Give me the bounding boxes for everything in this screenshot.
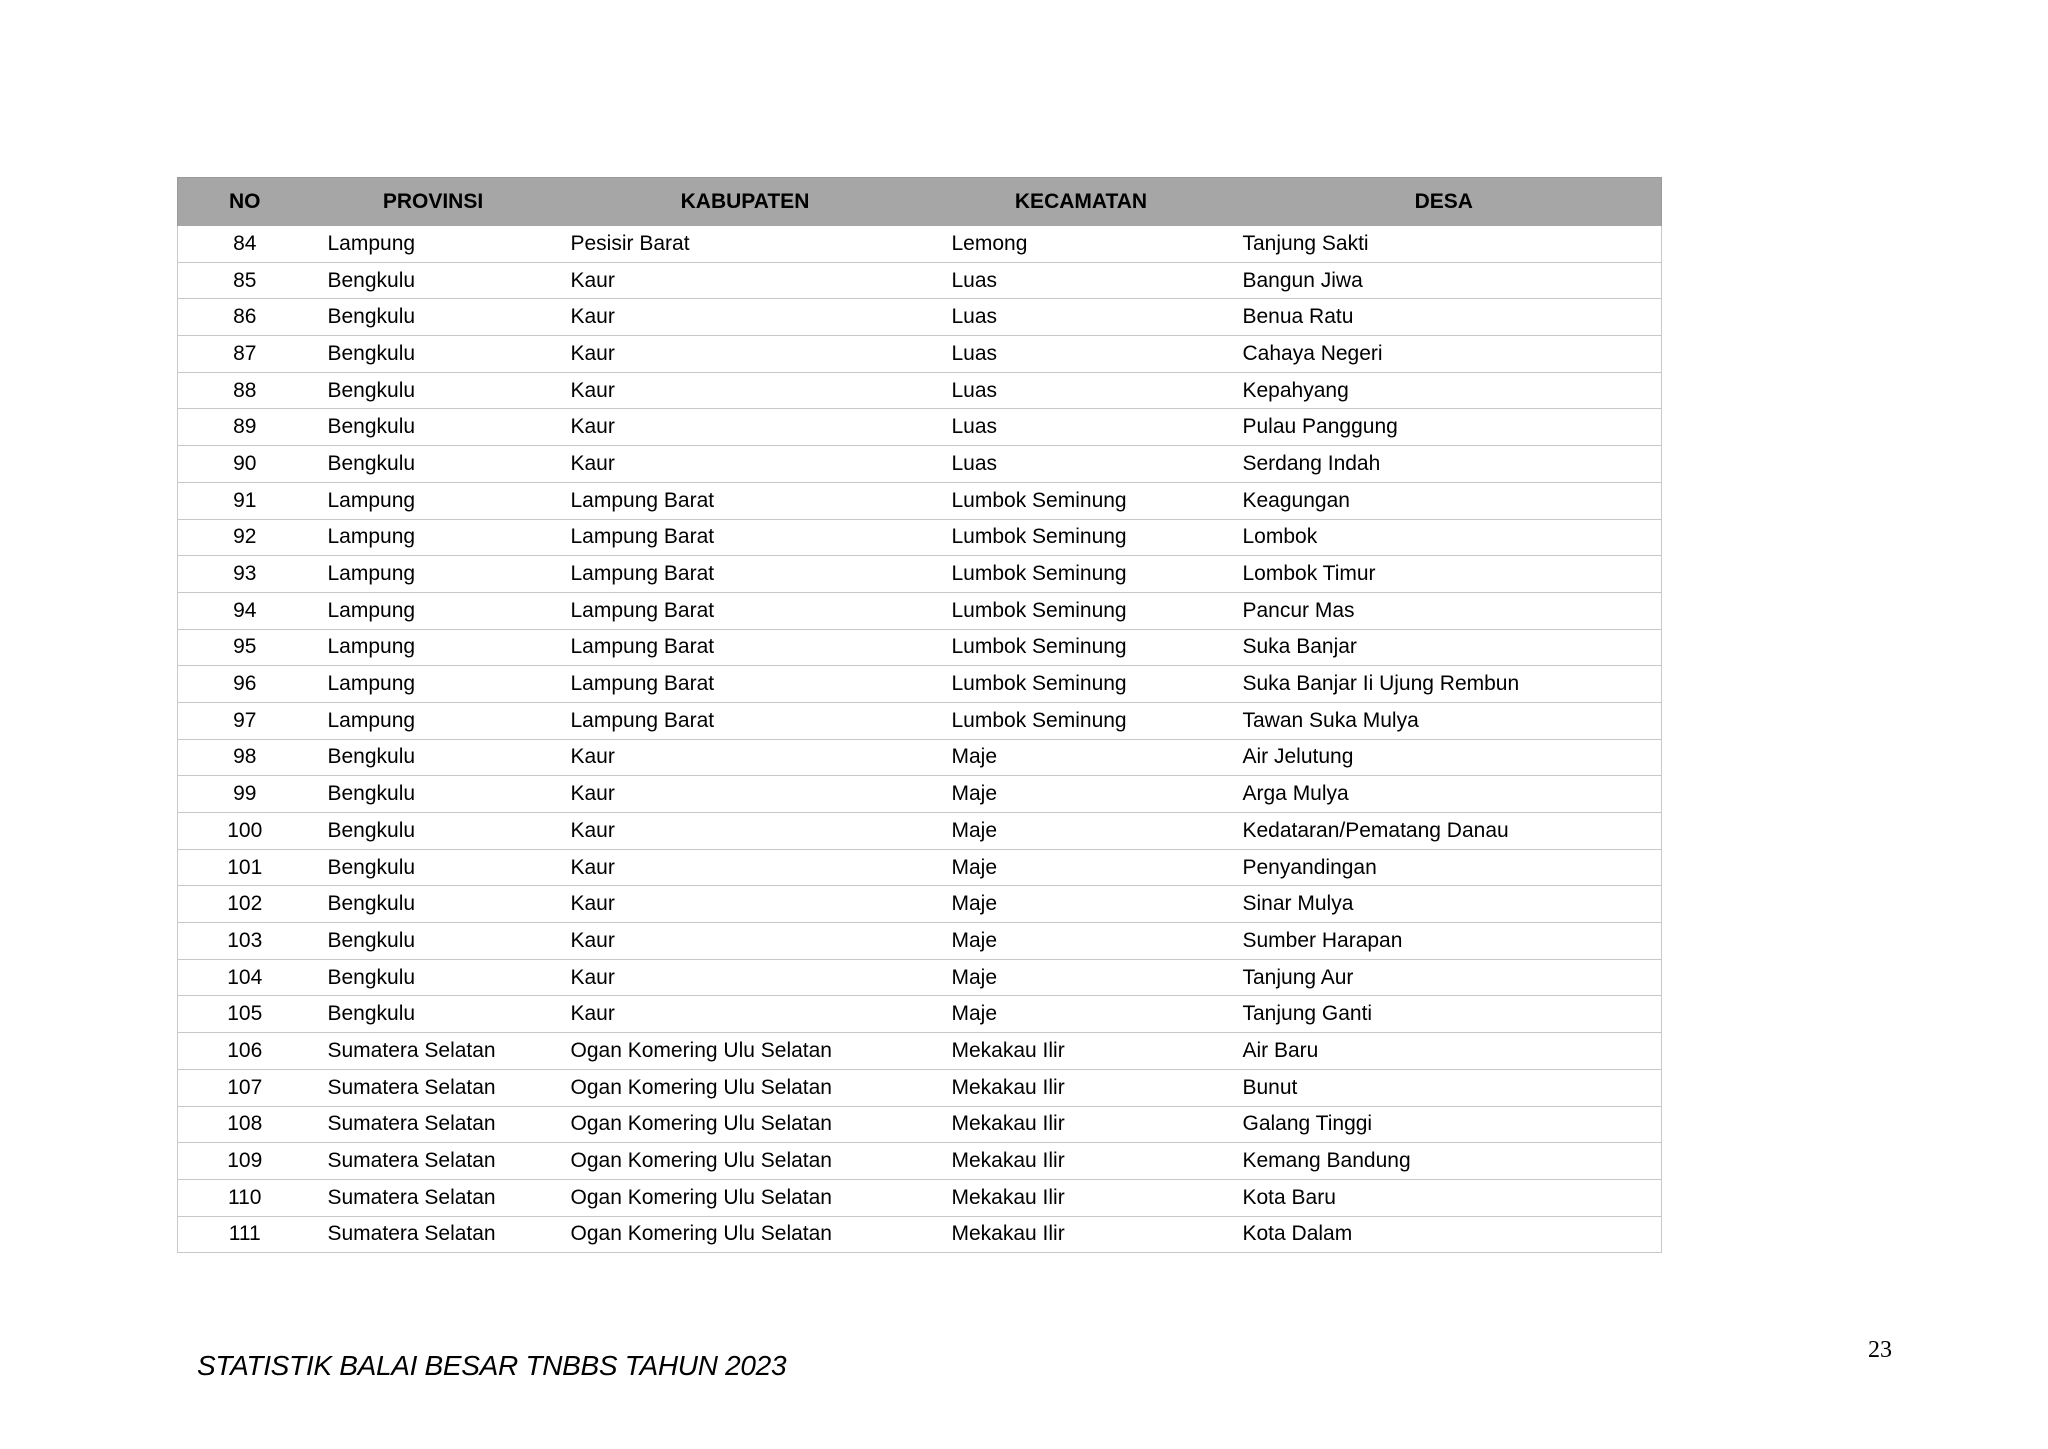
table-header xyxy=(178,178,1662,227)
cell-desa: Kota Baru xyxy=(1227,1179,1662,1216)
cell-kabupaten: Kaur xyxy=(555,776,936,813)
cell-desa: Penyandingan xyxy=(1227,849,1662,886)
cell-kecamatan: Lumbok Seminung xyxy=(936,519,1227,556)
table-row xyxy=(178,629,1662,666)
cell-provinsi: Bengkulu xyxy=(312,409,555,446)
cell-desa: Air Baru xyxy=(1227,1033,1662,1070)
cell-kecamatan: Luas xyxy=(936,262,1227,299)
cell-no: 99 xyxy=(178,776,312,813)
cell-kecamatan: Luas xyxy=(936,299,1227,336)
cell-provinsi: Bengkulu xyxy=(312,446,555,483)
cell-provinsi: Sumatera Selatan xyxy=(312,1106,555,1143)
cell-desa: Pancur Mas xyxy=(1227,592,1662,629)
cell-kecamatan: Luas xyxy=(936,409,1227,446)
cell-provinsi: Bengkulu xyxy=(312,959,555,996)
cell-desa: Cahaya Negeri xyxy=(1227,336,1662,373)
table-row xyxy=(178,702,1662,739)
cell-kecamatan: Lemong xyxy=(936,226,1227,262)
cell-no: 87 xyxy=(178,336,312,373)
page-number: 23 xyxy=(1868,1337,1892,1363)
cell-provinsi: Sumatera Selatan xyxy=(312,1143,555,1180)
cell-desa: Bunut xyxy=(1227,1069,1662,1106)
cell-no: 103 xyxy=(178,923,312,960)
table-row xyxy=(178,482,1662,519)
table-row xyxy=(178,923,1662,960)
cell-no: 89 xyxy=(178,409,312,446)
cell-no: 84 xyxy=(178,226,312,262)
cell-kecamatan: Maje xyxy=(936,739,1227,776)
column-header-kabupaten: KABUPATEN xyxy=(555,178,936,227)
cell-kecamatan: Maje xyxy=(936,776,1227,813)
cell-provinsi: Bengkulu xyxy=(312,996,555,1033)
cell-desa: Galang Tinggi xyxy=(1227,1106,1662,1143)
cell-no: 98 xyxy=(178,739,312,776)
cell-no: 102 xyxy=(178,886,312,923)
cell-provinsi: Sumatera Selatan xyxy=(312,1069,555,1106)
cell-kecamatan: Maje xyxy=(936,923,1227,960)
cell-desa: Bangun Jiwa xyxy=(1227,262,1662,299)
cell-no: 108 xyxy=(178,1106,312,1143)
cell-kabupaten: Kaur xyxy=(555,336,936,373)
cell-no: 93 xyxy=(178,556,312,593)
table-row xyxy=(178,813,1662,850)
cell-provinsi: Lampung xyxy=(312,226,555,262)
cell-provinsi: Bengkulu xyxy=(312,923,555,960)
table-row xyxy=(178,1143,1662,1180)
cell-provinsi: Lampung xyxy=(312,519,555,556)
village-table-container xyxy=(177,177,1661,1253)
cell-kecamatan: Maje xyxy=(936,813,1227,850)
cell-provinsi: Lampung xyxy=(312,556,555,593)
cell-kecamatan: Mekakau Ilir xyxy=(936,1143,1227,1180)
cell-no: 109 xyxy=(178,1143,312,1180)
table-row xyxy=(178,1216,1662,1253)
village-table xyxy=(177,177,1662,1253)
cell-desa: Pulau Panggung xyxy=(1227,409,1662,446)
table-row xyxy=(178,849,1662,886)
cell-no: 97 xyxy=(178,702,312,739)
table-row xyxy=(178,666,1662,703)
cell-kabupaten: Kaur xyxy=(555,409,936,446)
table-row xyxy=(178,886,1662,923)
table-row xyxy=(178,299,1662,336)
cell-kabupaten: Kaur xyxy=(555,923,936,960)
cell-no: 92 xyxy=(178,519,312,556)
cell-no: 100 xyxy=(178,813,312,850)
cell-kabupaten: Kaur xyxy=(555,996,936,1033)
cell-kabupaten: Lampung Barat xyxy=(555,666,936,703)
cell-kabupaten: Kaur xyxy=(555,299,936,336)
cell-kabupaten: Ogan Komering Ulu Selatan xyxy=(555,1033,936,1070)
cell-desa: Tawan Suka Mulya xyxy=(1227,702,1662,739)
cell-kecamatan: Lumbok Seminung xyxy=(936,592,1227,629)
table-row xyxy=(178,446,1662,483)
cell-provinsi: Bengkulu xyxy=(312,299,555,336)
cell-desa: Kemang Bandung xyxy=(1227,1143,1662,1180)
cell-desa: Tanjung Aur xyxy=(1227,959,1662,996)
cell-no: 107 xyxy=(178,1069,312,1106)
table-row xyxy=(178,556,1662,593)
cell-kabupaten: Kaur xyxy=(555,446,936,483)
cell-desa: Sinar Mulya xyxy=(1227,886,1662,923)
cell-kabupaten: Lampung Barat xyxy=(555,629,936,666)
cell-kecamatan: Luas xyxy=(936,372,1227,409)
cell-no: 110 xyxy=(178,1179,312,1216)
cell-no: 106 xyxy=(178,1033,312,1070)
table-row xyxy=(178,409,1662,446)
table-row xyxy=(178,592,1662,629)
cell-kecamatan: Lumbok Seminung xyxy=(936,556,1227,593)
cell-kecamatan: Lumbok Seminung xyxy=(936,629,1227,666)
table-row xyxy=(178,739,1662,776)
cell-desa: Suka Banjar Ii Ujung Rembun xyxy=(1227,666,1662,703)
cell-desa: Tanjung Ganti xyxy=(1227,996,1662,1033)
cell-desa: Keagungan xyxy=(1227,482,1662,519)
cell-kabupaten: Lampung Barat xyxy=(555,592,936,629)
cell-no: 104 xyxy=(178,959,312,996)
cell-kecamatan: Luas xyxy=(936,446,1227,483)
cell-provinsi: Lampung xyxy=(312,702,555,739)
cell-provinsi: Bengkulu xyxy=(312,813,555,850)
document-footer-title: STATISTIK BALAI BESAR TNBBS TAHUN 2023 xyxy=(197,1350,787,1381)
cell-kecamatan: Luas xyxy=(936,336,1227,373)
cell-kecamatan: Mekakau Ilir xyxy=(936,1033,1227,1070)
cell-kabupaten: Ogan Komering Ulu Selatan xyxy=(555,1216,936,1253)
cell-kecamatan: Lumbok Seminung xyxy=(936,702,1227,739)
cell-desa: Air Jelutung xyxy=(1227,739,1662,776)
cell-kabupaten: Kaur xyxy=(555,959,936,996)
cell-desa: Lombok xyxy=(1227,519,1662,556)
cell-provinsi: Sumatera Selatan xyxy=(312,1033,555,1070)
cell-no: 111 xyxy=(178,1216,312,1253)
cell-kecamatan: Mekakau Ilir xyxy=(936,1179,1227,1216)
cell-provinsi: Lampung xyxy=(312,482,555,519)
table-row xyxy=(178,776,1662,813)
cell-kabupaten: Kaur xyxy=(555,262,936,299)
cell-no: 96 xyxy=(178,666,312,703)
cell-no: 91 xyxy=(178,482,312,519)
cell-no: 86 xyxy=(178,299,312,336)
column-header-provinsi: PROVINSI xyxy=(312,178,555,227)
cell-no: 90 xyxy=(178,446,312,483)
cell-desa: Benua Ratu xyxy=(1227,299,1662,336)
cell-provinsi: Lampung xyxy=(312,629,555,666)
cell-provinsi: Lampung xyxy=(312,592,555,629)
table-row xyxy=(178,1106,1662,1143)
cell-provinsi: Bengkulu xyxy=(312,336,555,373)
cell-kabupaten: Lampung Barat xyxy=(555,556,936,593)
cell-provinsi: Bengkulu xyxy=(312,886,555,923)
cell-kabupaten: Kaur xyxy=(555,739,936,776)
column-header-no: NO xyxy=(178,178,312,227)
table-body xyxy=(178,226,1662,1253)
table-row xyxy=(178,519,1662,556)
table-row xyxy=(178,1069,1662,1106)
cell-kabupaten: Pesisir Barat xyxy=(555,226,936,262)
cell-desa: Tanjung Sakti xyxy=(1227,226,1662,262)
cell-desa: Lombok Timur xyxy=(1227,556,1662,593)
cell-kecamatan: Maje xyxy=(936,849,1227,886)
cell-kabupaten: Lampung Barat xyxy=(555,702,936,739)
cell-desa: Kota Dalam xyxy=(1227,1216,1662,1253)
cell-no: 85 xyxy=(178,262,312,299)
cell-kabupaten: Kaur xyxy=(555,886,936,923)
cell-kecamatan: Lumbok Seminung xyxy=(936,482,1227,519)
cell-no: 105 xyxy=(178,996,312,1033)
table-row xyxy=(178,1033,1662,1070)
cell-provinsi: Sumatera Selatan xyxy=(312,1179,555,1216)
cell-kabupaten: Lampung Barat xyxy=(555,482,936,519)
table-row xyxy=(178,959,1662,996)
cell-provinsi: Bengkulu xyxy=(312,262,555,299)
cell-no: 94 xyxy=(178,592,312,629)
cell-kecamatan: Mekakau Ilir xyxy=(936,1069,1227,1106)
cell-provinsi: Bengkulu xyxy=(312,776,555,813)
table-row xyxy=(178,996,1662,1033)
table-row xyxy=(178,262,1662,299)
table-row xyxy=(178,1179,1662,1216)
cell-no: 101 xyxy=(178,849,312,886)
cell-desa: Kedataran/Pematang Danau xyxy=(1227,813,1662,850)
table-row xyxy=(178,372,1662,409)
cell-kabupaten: Kaur xyxy=(555,372,936,409)
cell-kecamatan: Mekakau Ilir xyxy=(936,1106,1227,1143)
column-header-kecamatan: KECAMATAN xyxy=(936,178,1227,227)
cell-kabupaten: Ogan Komering Ulu Selatan xyxy=(555,1069,936,1106)
cell-kecamatan: Mekakau Ilir xyxy=(936,1216,1227,1253)
cell-kecamatan: Maje xyxy=(936,886,1227,923)
cell-provinsi: Bengkulu xyxy=(312,739,555,776)
cell-no: 88 xyxy=(178,372,312,409)
cell-provinsi: Bengkulu xyxy=(312,372,555,409)
column-header-desa: DESA xyxy=(1227,178,1662,227)
cell-no: 95 xyxy=(178,629,312,666)
table-header-row xyxy=(178,178,1662,227)
cell-kabupaten: Lampung Barat xyxy=(555,519,936,556)
cell-kabupaten: Kaur xyxy=(555,849,936,886)
cell-desa: Sumber Harapan xyxy=(1227,923,1662,960)
table-row xyxy=(178,226,1662,262)
cell-kabupaten: Kaur xyxy=(555,813,936,850)
cell-kabupaten: Ogan Komering Ulu Selatan xyxy=(555,1179,936,1216)
cell-desa: Arga Mulya xyxy=(1227,776,1662,813)
cell-provinsi: Lampung xyxy=(312,666,555,703)
cell-kabupaten: Ogan Komering Ulu Selatan xyxy=(555,1106,936,1143)
cell-provinsi: Bengkulu xyxy=(312,849,555,886)
cell-kecamatan: Maje xyxy=(936,996,1227,1033)
cell-provinsi: Sumatera Selatan xyxy=(312,1216,555,1253)
cell-desa: Suka Banjar xyxy=(1227,629,1662,666)
cell-kecamatan: Lumbok Seminung xyxy=(936,666,1227,703)
cell-desa: Serdang Indah xyxy=(1227,446,1662,483)
table-row xyxy=(178,336,1662,373)
cell-desa: Kepahyang xyxy=(1227,372,1662,409)
cell-kecamatan: Maje xyxy=(936,959,1227,996)
cell-kabupaten: Ogan Komering Ulu Selatan xyxy=(555,1143,936,1180)
